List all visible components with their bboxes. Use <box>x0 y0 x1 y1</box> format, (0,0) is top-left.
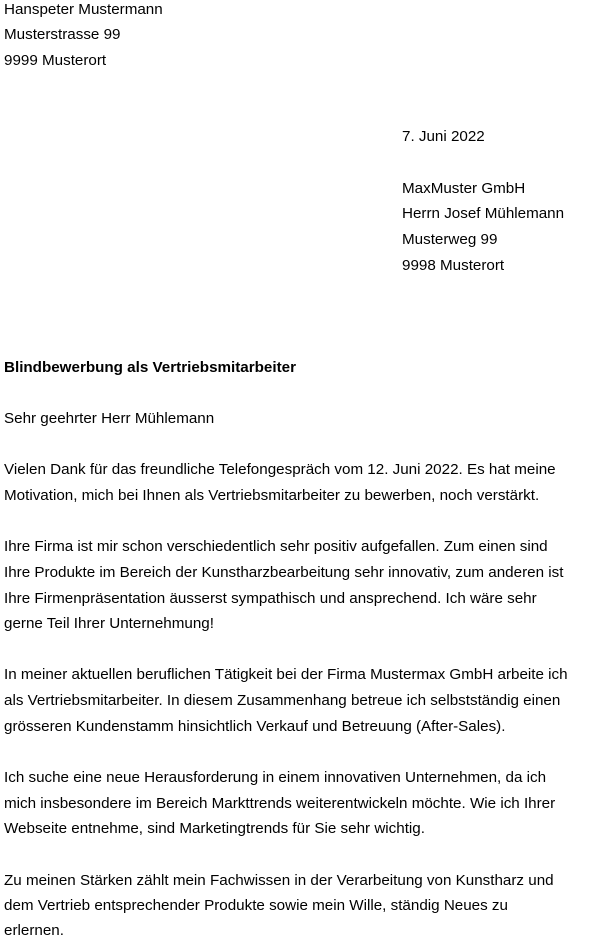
paragraph-line: Zu meinen Stärken zählt mein Fachwissen in der Verarbeitung von Kunstharz und <box>4 872 554 889</box>
paragraph-line: mich insbesondere im Bereich Markttrends weiterentwickeln möchte. Wie ich Ihrer <box>4 795 556 812</box>
sender-street: Musterstrasse 99 <box>4 26 121 43</box>
recipient-company: MaxMuster GmbH <box>402 180 526 197</box>
paragraph-line: als Vertriebsmitarbeiter. In diesem Zusammenhang betreue ich selbstständig einen <box>4 692 561 709</box>
recipient-person: Herrn Josef Mühlemann <box>402 205 565 222</box>
paragraph-line: dem Vertrieb entsprechender Produkte sowie mein Wille, ständig Neues zu <box>4 897 508 914</box>
paragraph-line: Ihre Firmenpräsentation äusserst sympathisch und ansprechend. Ich wäre sehr <box>4 590 537 607</box>
paragraph-line: grösseren Kundenstamm hinsichtlich Verkauf und Betreuung (After-Sales). <box>4 718 506 735</box>
paragraph-line: Ihre Firma ist mir schon verschiedentlich sehr positiv aufgefallen. Zum einen sind <box>4 538 548 555</box>
paragraph-line: gerne Teil Ihrer Unternehmung! <box>4 615 214 632</box>
letter-date: 7. Juni 2022 <box>402 128 485 145</box>
letter-salutation: Sehr geehrter Herr Mühlemann <box>4 410 215 427</box>
paragraph-line: Motivation, mich bei Ihnen als Vertriebsmitarbeiter zu bewerben, noch verstärkt. <box>4 487 540 504</box>
sender-city: 9999 Musterort <box>4 52 107 69</box>
paragraph-line: In meiner aktuellen beruflichen Tätigkeit bei der Firma Mustermax GmbH arbeite ich <box>4 666 568 683</box>
recipient-street: Musterweg 99 <box>402 231 498 248</box>
letter-subject: Blindbewerbung als Vertriebsmitarbeiter <box>4 359 297 376</box>
paragraph-line: Ihre Produkte im Bereich der Kunstharzbearbeitung sehr innovativ, zum anderen ist <box>4 564 564 581</box>
recipient-city: 9998 Musterort <box>402 257 505 274</box>
sender-name: Hanspeter Mustermann <box>4 1 163 18</box>
paragraph-line: Vielen Dank für das freundliche Telefongespräch vom 12. Juni 2022. Es hat meine <box>4 461 556 478</box>
paragraph-line: Ich suche eine neue Herausforderung in einem innovativen Unternehmen, da ich <box>4 769 547 786</box>
paragraph-line: erlernen. <box>4 922 64 939</box>
paragraph-line: Webseite entnehme, sind Marketingtrends für Sie sehr wichtig. <box>4 820 425 837</box>
